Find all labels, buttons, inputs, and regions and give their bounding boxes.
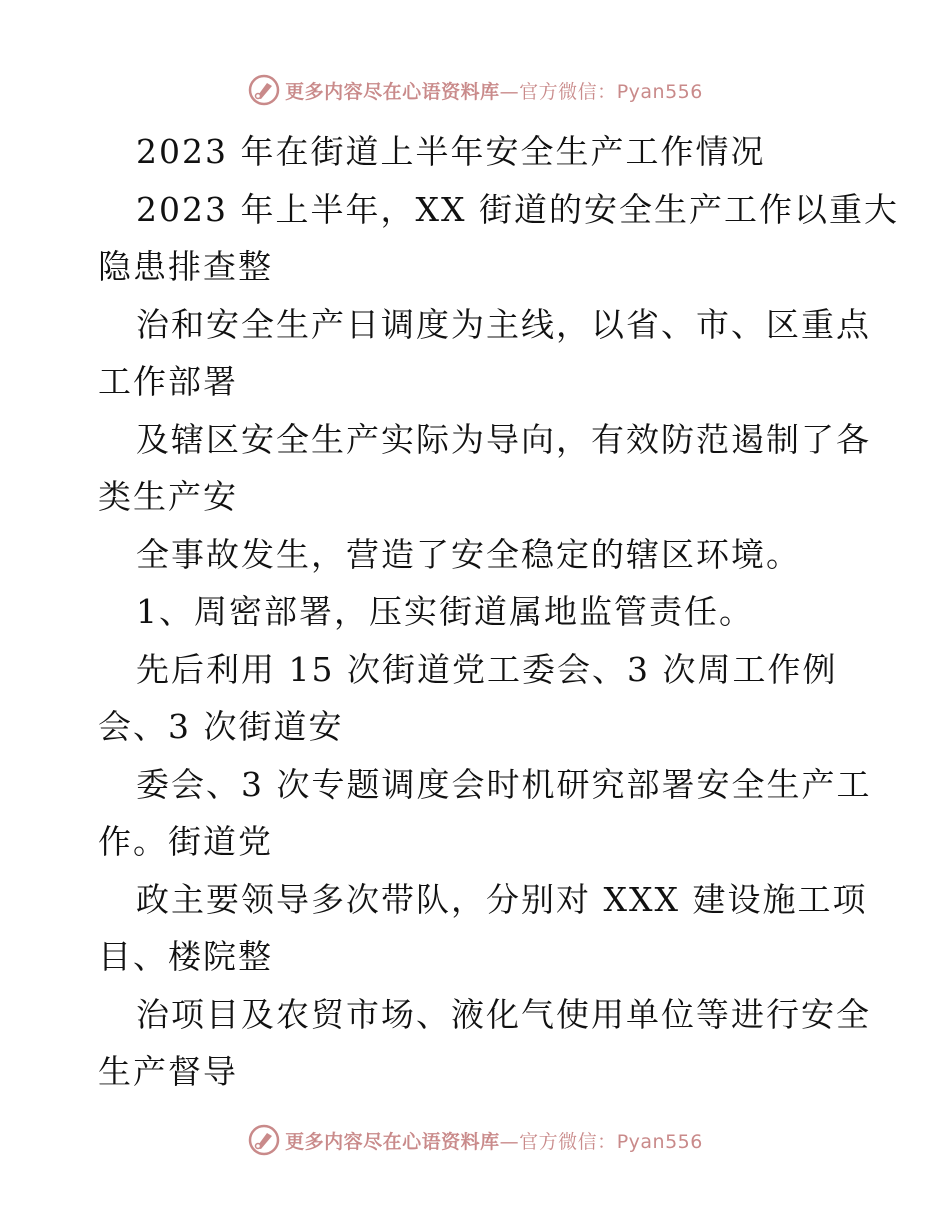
banner-wechat-id: Pyan556 <box>616 80 703 103</box>
doc-line-14: 政主要领导多次带队，分别对 XXX 建设施工项 <box>136 879 868 919</box>
doc-line-13: 作。街道党 <box>98 822 273 861</box>
doc-line-2: 2023 年上半年，XX 街道的安全生产工作以重大 <box>136 189 899 229</box>
banner-title: 更多内容尽在心语资料库 <box>285 1130 500 1153</box>
document-body <box>98 123 899 1101</box>
doc-line-7: 类生产安 <box>98 477 238 516</box>
doc-line-6: 及辖区安全生产实际为导向，有效防范遏制了各 <box>136 419 871 459</box>
footer-watermark <box>0 1120 950 1160</box>
doc-line-11: 会、3 次街道安 <box>98 707 344 746</box>
doc-line-4: 治和安全生产日调度为主线，以省、市、区重点 <box>136 304 871 344</box>
doc-line-17: 生产督导 <box>98 1052 238 1091</box>
doc-line-8: 全事故发生，营造了安全稳定的辖区环境。 <box>136 534 801 574</box>
banner-text-group <box>285 77 703 104</box>
banner-separator: — <box>499 80 520 103</box>
banner-text-group <box>285 1127 703 1154</box>
doc-line-9: 1、周密部署，压实街道属地监管责任。 <box>136 592 754 631</box>
quill-logo-icon <box>247 73 281 107</box>
banner-wechat-id: Pyan556 <box>616 1130 703 1153</box>
quill-logo-icon <box>247 1123 281 1157</box>
doc-line-1: 2023 年在街道上半年安全生产工作情况 <box>136 132 766 171</box>
doc-line-16: 治项目及农贸市场、液化气使用单位等进行安全 <box>136 994 871 1034</box>
doc-line-3: 隐患排查整 <box>98 247 273 286</box>
header-watermark <box>0 70 950 110</box>
banner-separator: — <box>499 1130 520 1153</box>
doc-line-12: 委会、3 次专题调度会时机研究部署安全生产工 <box>136 764 872 804</box>
banner-wechat-label: 官方微信： <box>519 1130 617 1153</box>
banner-wechat-label: 官方微信： <box>519 80 617 103</box>
banner-title: 更多内容尽在心语资料库 <box>285 80 500 103</box>
doc-line-10: 先后利用 15 次街道党工委会、3 次周工作例 <box>136 649 838 689</box>
doc-line-15: 目、楼院整 <box>98 937 273 976</box>
doc-line-5: 工作部署 <box>98 362 238 401</box>
